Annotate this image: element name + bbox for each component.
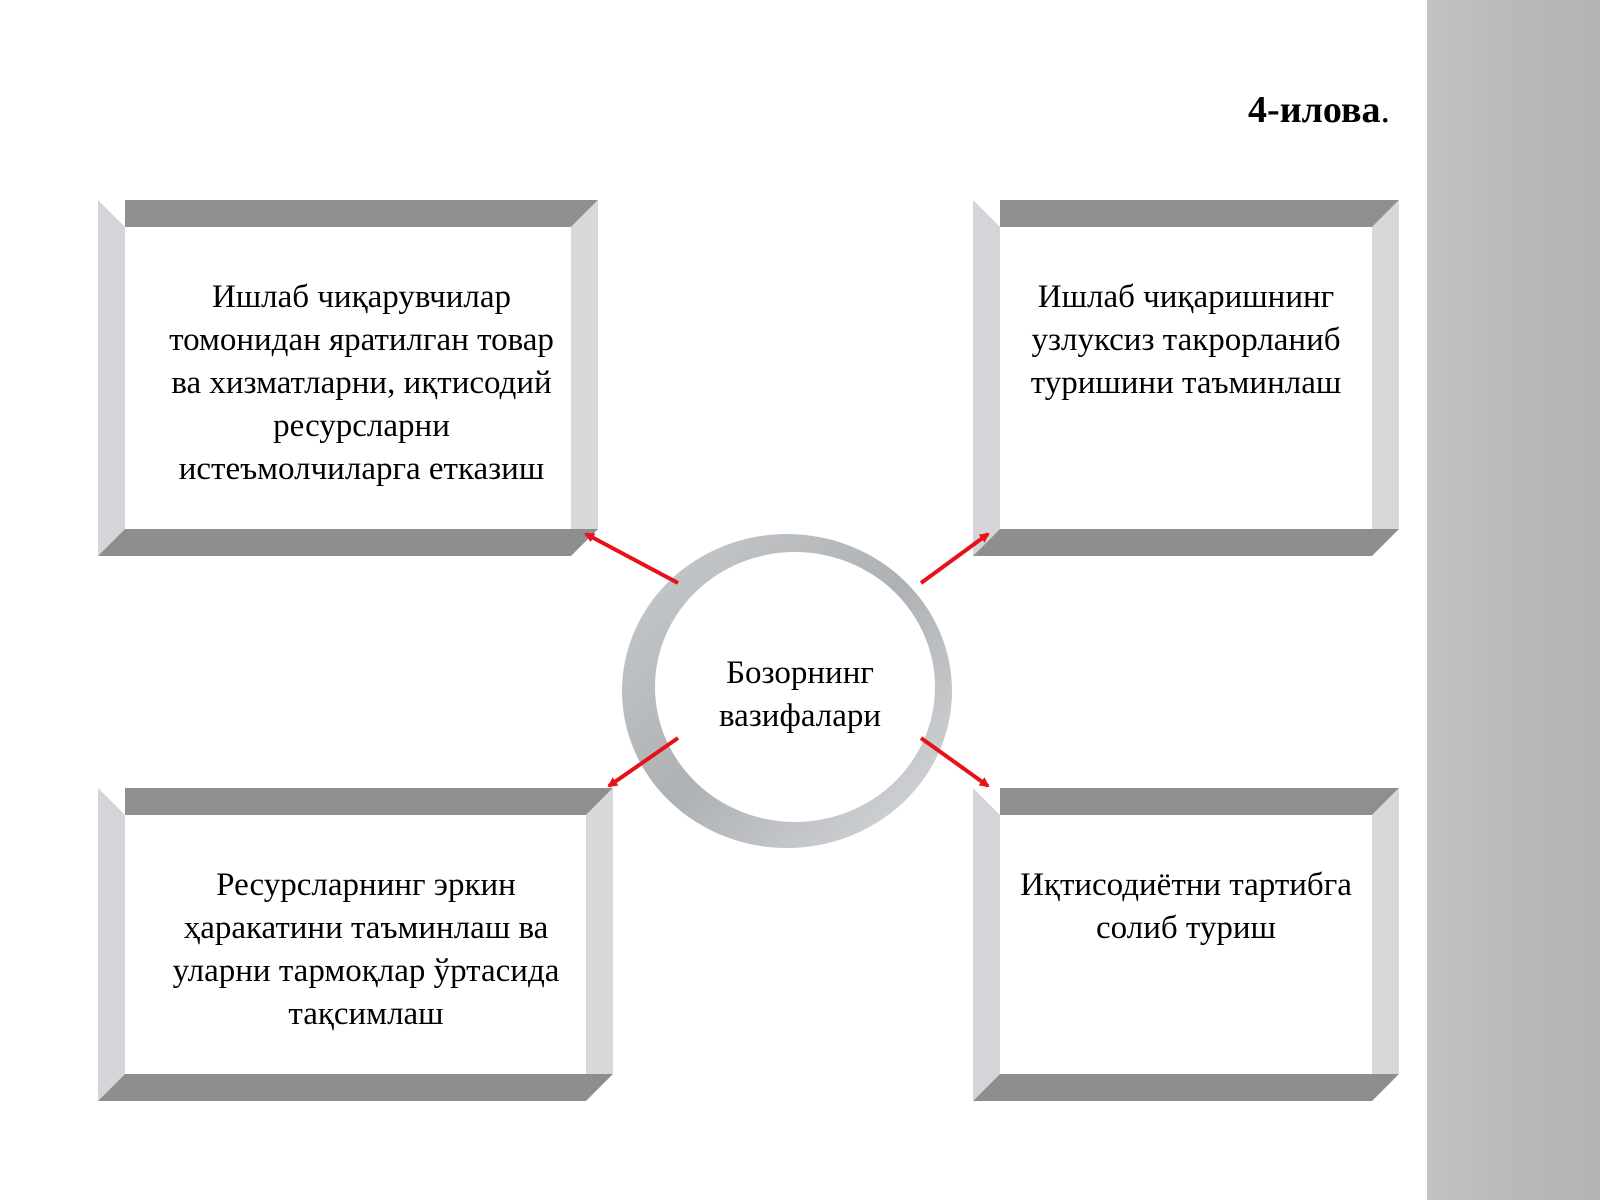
center-node-label: Бозорнинг вазифалари xyxy=(718,655,882,734)
function-label: Ишлаб чиқарувчилар томонидан яратилган товар ва хизматларни, иқтисодий ресурсларни истеъмолчиларга етказиш xyxy=(169,279,554,487)
arrow-to-top-right xyxy=(921,534,988,583)
function-label: Иқтисодиётни тартибга солиб туриш xyxy=(1020,867,1352,946)
arrow-to-top-left xyxy=(586,534,678,583)
function-label: Ресурсларнинг эркин ҳаракатини таъминлаш ва уларни тармоқлар ўртасида тақсимлаш xyxy=(172,867,560,1032)
appendix-label: 4-илова. xyxy=(1248,89,1390,131)
function-label: Ишлаб чиқаришнинг узлуксиз такрорланиб туришини таъминлаш xyxy=(1030,279,1342,401)
